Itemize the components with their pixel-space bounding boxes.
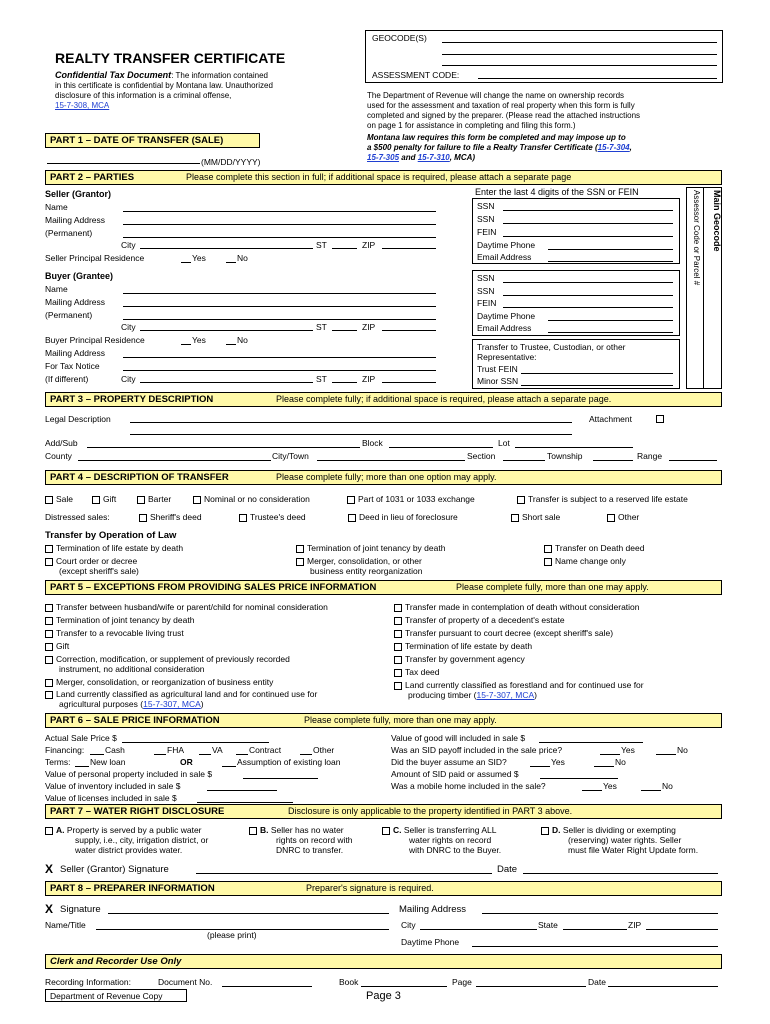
buyer-heading: Buyer (Grantee) bbox=[45, 271, 114, 281]
part5-header: PART 5 – EXCEPTIONS FROM PROVIDING SALES PRICE INFORMATION Please complete fully, more than one may apply. bbox=[45, 580, 722, 595]
assessor-code-label: Assessor Code or Parcel # bbox=[692, 190, 701, 286]
ex-gift[interactable]: Gift bbox=[45, 641, 69, 651]
transfer-type-life-estate[interactable]: Transfer is subject to a reserved life estate bbox=[517, 494, 688, 504]
ex-life-estate[interactable]: Termination of life estate by death bbox=[394, 641, 532, 651]
mca-308-link[interactable]: 15-7-308, MCA bbox=[55, 101, 110, 110]
part2-header: PART 2 – PARTIES Please complete this section in full; if additional space is required, please attach a separate page bbox=[45, 170, 722, 185]
ex-merger[interactable]: Merger, consolidation, or reorganization of business entity bbox=[45, 677, 273, 687]
operation-of-law-heading: Transfer by Operation of Law bbox=[45, 530, 177, 541]
transfer-type-1031[interactable]: Part of 1031 or 1033 exchange bbox=[347, 494, 475, 504]
seller-email[interactable] bbox=[548, 261, 673, 262]
distressed-short-sale[interactable]: Short sale bbox=[511, 512, 560, 522]
seller-ssn-1[interactable] bbox=[503, 210, 673, 211]
x-mark: X bbox=[45, 862, 54, 876]
preparer-signature-field[interactable] bbox=[108, 913, 389, 914]
seller-mailing-field[interactable] bbox=[123, 224, 436, 225]
ex-forestland[interactable]: Land currently classified as forestland and for continued use for bbox=[394, 680, 644, 690]
op-life-estate[interactable]: Termination of life estate by death bbox=[45, 543, 183, 553]
penalty-notice: Montana law requires this form be completed and may impose up to a $500 penalty for failure to file a Realty Transfer Certificate (15-7-304, 15-7-305 and 15-7-310, MCA) bbox=[367, 133, 632, 162]
buyer-ssn-2[interactable] bbox=[503, 295, 673, 296]
op-tod-deed[interactable]: Transfer on Death deed bbox=[544, 543, 644, 553]
preparer-mailing-field[interactable] bbox=[482, 913, 718, 914]
water-right-d[interactable]: D. Seller is dividing or exempting (reserving) water rights. Seller must file Water Right Update form. bbox=[541, 825, 698, 855]
dor-copy-label: Department of Revenue Copy bbox=[45, 989, 187, 1002]
mca-304-link[interactable]: 15-7-304 bbox=[597, 143, 630, 152]
part4-header: PART 4 – DESCRIPTION OF TRANSFER Please complete fully; more than one option may apply. bbox=[45, 470, 722, 485]
distressed-sheriff[interactable]: Sheriff's deed bbox=[139, 512, 202, 522]
water-right-c[interactable]: C. Seller is transferring ALL water rights on record with DNRC to the Buyer. bbox=[382, 825, 501, 855]
distressed-other[interactable]: Other bbox=[607, 512, 639, 522]
seller-heading: Seller (Grantor) bbox=[45, 189, 112, 199]
transfer-type-gift[interactable]: Gift bbox=[92, 494, 116, 504]
page-number: Page 3 bbox=[366, 990, 401, 1002]
mca-305-link[interactable]: 15-7-305 bbox=[367, 153, 400, 162]
transfer-type-barter[interactable]: Barter bbox=[137, 494, 171, 504]
confidential-notice: Confidential Tax Document: The information contained in this certificate is confidential by Montana law. Unauthorized disclosure of this information is a criminal offense, 15-7-308, MCA bbox=[55, 70, 273, 110]
op-joint-tenancy[interactable]: Termination of joint tenancy by death bbox=[296, 543, 445, 553]
seller-ssn-2[interactable] bbox=[503, 223, 673, 224]
ex-decedent-estate[interactable]: Transfer of property of a decedent's estate bbox=[394, 615, 565, 625]
transfer-type-nominal[interactable]: Nominal or no consideration bbox=[193, 494, 310, 504]
document-no-field[interactable] bbox=[222, 986, 312, 987]
minor-ssn-field[interactable] bbox=[521, 385, 673, 386]
ex-agricultural[interactable]: Land currently classified as agricultural land and for continued use for bbox=[45, 689, 317, 699]
dor-notice: The Department of Revenue will change the name on ownership records used for the assessment and taxation of real property when this form is fully completed and signed by the preparer. (Please read the attached instructions on page 1 for assistance in completing and filing this form.) bbox=[367, 91, 641, 130]
ex-correction[interactable]: Correction, modification, or supplement of previously recorded bbox=[45, 654, 290, 664]
mca-307-link-2[interactable]: 15-7-307, MCA bbox=[476, 690, 535, 700]
buyer-ssn-1[interactable] bbox=[503, 282, 673, 283]
ssn-heading: Enter the last 4 digits of the SSN or FEIN bbox=[475, 187, 639, 197]
water-right-a[interactable]: A. Property is served by a public water supply, i.e., city, irrigation district, or water district provides water. bbox=[45, 825, 208, 855]
buyer-mailing-field[interactable] bbox=[123, 306, 436, 307]
main-geocode-label: Main Geocode bbox=[712, 190, 722, 252]
geocode-label: GEOCODE(S) bbox=[372, 33, 427, 43]
ex-tax-deed[interactable]: Tax deed bbox=[394, 667, 440, 677]
op-merger[interactable]: Merger, consolidation, or other bbox=[296, 556, 422, 566]
part1-header: PART 1 – DATE OF TRANSFER (SALE) bbox=[45, 133, 260, 148]
buyer-phone[interactable] bbox=[548, 320, 673, 321]
seller-city-field[interactable] bbox=[140, 248, 313, 249]
part6-header: PART 6 – SALE PRICE INFORMATION Please complete fully, more than one may apply. bbox=[45, 713, 722, 728]
distressed-trustee[interactable]: Trustee's deed bbox=[239, 512, 306, 522]
assessment-code-field[interactable] bbox=[478, 78, 717, 79]
water-right-b[interactable]: B. Seller has no water rights on record with DNRC to transfer. bbox=[249, 825, 353, 855]
transfer-type-sale[interactable]: Sale bbox=[45, 494, 73, 504]
seller-signature-date[interactable] bbox=[523, 873, 718, 874]
county-field[interactable] bbox=[78, 460, 271, 461]
part8-header: PART 8 – PREPARER INFORMATION Preparer's signature is required. bbox=[45, 881, 722, 896]
buyer-fein[interactable] bbox=[503, 307, 673, 308]
part3-header: PART 3 – PROPERTY DESCRIPTION Please complete fully; if additional space is required, please attach a separate page. bbox=[45, 392, 722, 407]
form-title: REALTY TRANSFER CERTIFICATE bbox=[55, 50, 286, 66]
mca-307-link[interactable]: 15-7-307, MCA bbox=[143, 699, 201, 709]
buyer-name-field[interactable] bbox=[123, 293, 436, 294]
ex-joint-tenancy[interactable]: Termination of joint tenancy by death bbox=[45, 615, 194, 625]
assessment-code-label: ASSESSMENT CODE: bbox=[372, 70, 460, 80]
op-court-order[interactable]: Court order or decree bbox=[45, 556, 137, 566]
ex-contemplation-death[interactable]: Transfer made in contemplation of death without consideration bbox=[394, 602, 640, 612]
trust-fein-field[interactable] bbox=[521, 373, 673, 374]
part7-header: PART 7 – WATER RIGHT DISCLOSURE Disclosure is only applicable to the property identified in PART 3 above. bbox=[45, 804, 722, 819]
seller-signature-field[interactable] bbox=[196, 873, 492, 874]
preparer-phone-field[interactable] bbox=[472, 946, 718, 947]
ex-government[interactable]: Transfer by government agency bbox=[394, 654, 525, 664]
ex-court-decree[interactable]: Transfer pursuant to court decree (except sheriff's sale) bbox=[394, 628, 613, 638]
distressed-deed-in-lieu[interactable]: Deed in lieu of foreclosure bbox=[348, 512, 458, 522]
seller-fein[interactable] bbox=[503, 236, 673, 237]
tax-notice-address-field[interactable] bbox=[123, 357, 436, 358]
date-format-hint: (MM/DD/YYYY) bbox=[201, 157, 261, 167]
ex-husband-wife[interactable]: Transfer between husband/wife or parent/child for nominal consideration bbox=[45, 602, 328, 612]
actual-sale-price-field[interactable] bbox=[122, 742, 269, 743]
transfer-date-field[interactable] bbox=[47, 163, 200, 164]
seller-phone[interactable] bbox=[548, 249, 673, 250]
buyer-city-field[interactable] bbox=[140, 330, 313, 331]
ex-living-trust[interactable]: Transfer to a revocable living trust bbox=[45, 628, 184, 638]
clerk-header: Clerk and Recorder Use Only bbox=[45, 954, 722, 969]
op-name-change[interactable]: Name change only bbox=[544, 556, 626, 566]
geocode-field[interactable] bbox=[442, 42, 717, 43]
seller-name-field[interactable] bbox=[123, 211, 436, 212]
mca-310-link[interactable]: 15-7-310 bbox=[417, 153, 450, 162]
attachment-checkbox[interactable] bbox=[656, 415, 664, 423]
legal-description-field[interactable] bbox=[130, 422, 572, 423]
addsub-field[interactable] bbox=[87, 447, 360, 448]
buyer-email[interactable] bbox=[548, 332, 673, 333]
